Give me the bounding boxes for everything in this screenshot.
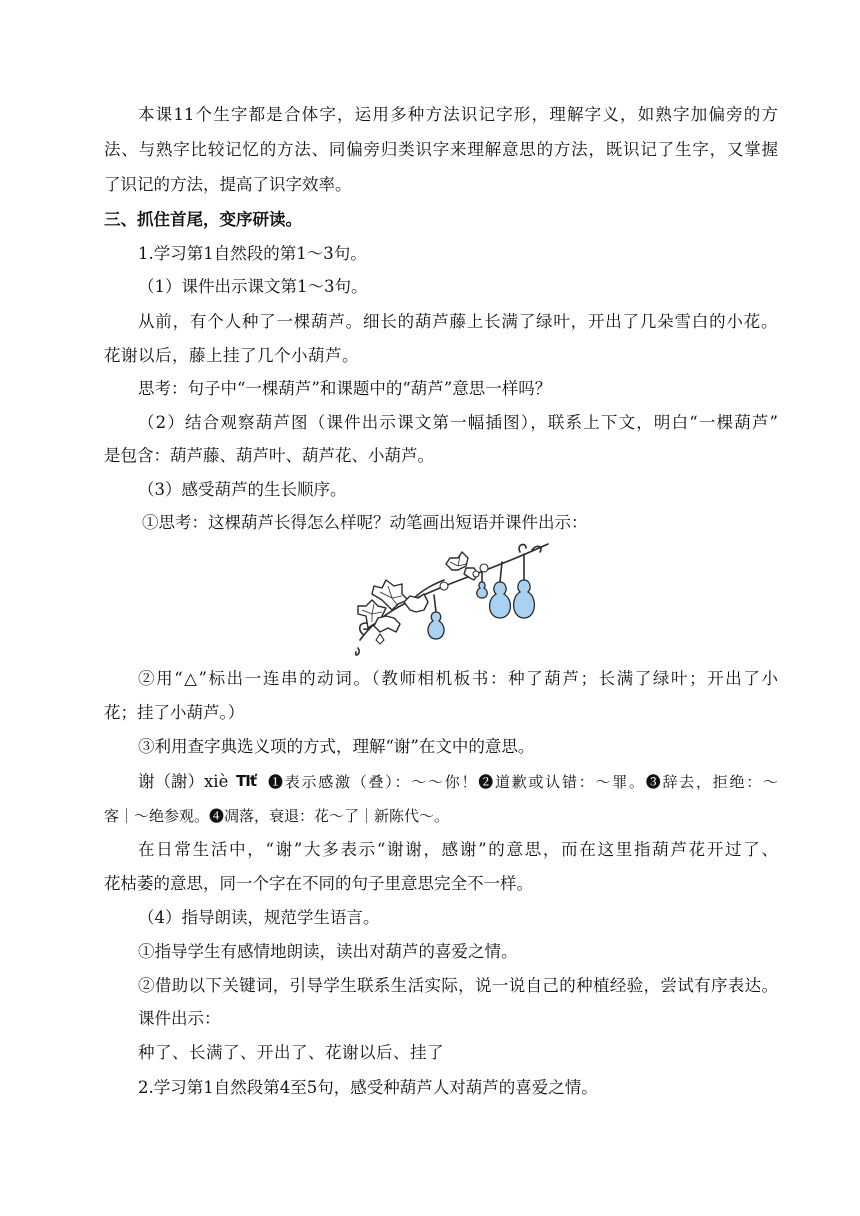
text-line: ②用“△”标出一连串的动词。（教师相机板书：种了葫芦；长满了绿叶；开出了小	[138, 669, 778, 688]
text-line: 2.学习第1自然段第4至5句，感受种葫芦人对葫芦的喜爱之情。	[138, 1078, 598, 1097]
text-line: 法、与熟字比较记忆的方法、同偏旁归类识字来理解意思的方法，既识记了生字，又掌握	[104, 140, 778, 159]
heading-text: 三、抓住首尾，变序研读。	[104, 210, 302, 229]
text-line: 课件出示：	[138, 1009, 221, 1028]
text-line: 花；挂了小葫芦。）	[104, 703, 245, 722]
text-line: ①思考：这棵葫芦长得怎么样呢？动笔画出短语并课件出示：	[142, 513, 588, 532]
dict-handwritten-mark: TIť	[236, 772, 256, 790]
text-line: 是包含：葫芦藤、葫芦叶、葫芦花、小葫芦。	[104, 446, 434, 465]
dict-definition: ❶表示感激（叠）：～～你！❷道歉或认错：～罪。❸辞去，拒绝：～	[268, 773, 778, 791]
text-line: （2）结合观察葫芦图（课件出示课文第一幅插图），联系上下文，明白“一棵葫芦”	[138, 413, 778, 432]
text-line: 在日常生活中，“谢”大多表示“谢谢，感谢”的意思，而在这里指葫芦花开过了、	[138, 840, 778, 859]
text-line: （4）指导朗读，规范学生语言。	[138, 908, 380, 927]
text-line: 了识记的方法，提高了识字效率。	[104, 175, 352, 194]
gourd-vine-illustration	[352, 540, 552, 660]
text-line: 花枯萎的意思，同一个字在不同的句子里意思完全不一样。	[104, 874, 533, 893]
text-line: 本课11个生字都是合体字，运用多种方法识记字形，理解字义，如熟字加偏旁的方	[138, 105, 778, 124]
text-line: ①指导学生有感情地朗读，读出对葫芦的喜爱之情。	[138, 942, 518, 961]
text-line: （3）感受葫芦的生长顺序。	[138, 480, 347, 499]
text-line: （1）课件出示课文第1～3句。	[138, 277, 368, 296]
text-line: 种了、长满了、开出了、花谢以后、挂了	[138, 1043, 444, 1062]
text-line: 从前，有个人种了一棵葫芦。细长的葫芦藤上长满了绿叶，开出了几朵雪白的小花。	[138, 312, 778, 331]
text-line: ②借助以下关键词，引导学生联系生活实际，说一说自己的种植经验，尝试有序表达。	[138, 976, 778, 995]
text-line: 花谢以后，藤上挂了几个小葫芦。	[104, 346, 359, 365]
text-line: 1.学习第1自然段的第1～3句。	[138, 244, 367, 263]
text-line: 思考：句子中“一棵葫芦”和课题中的“葫芦”意思一样吗？	[138, 379, 552, 398]
dict-headword: 谢（謝）xiè	[138, 772, 229, 791]
dict-definition: 客｜～绝参观。❹凋落，衰退：花～了｜新陈代～。	[104, 807, 450, 825]
text-line: ③利用查字典选义项的方式，理解“谢”在文中的意思。	[138, 737, 535, 756]
